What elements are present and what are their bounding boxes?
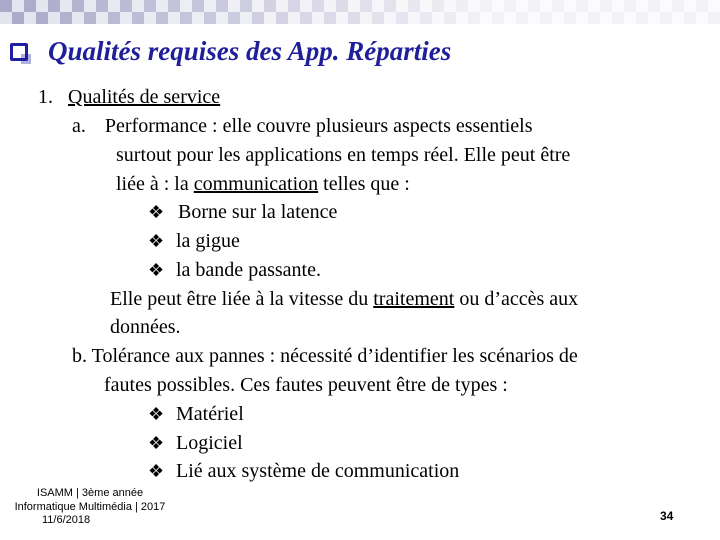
checker-square <box>660 0 672 12</box>
checker-square <box>564 12 576 24</box>
checker-square <box>204 0 216 12</box>
checker-square <box>552 12 564 24</box>
checker-square <box>600 12 612 24</box>
checker-square <box>108 12 120 24</box>
checker-square <box>12 12 24 24</box>
latency-bullet-3 <box>148 257 321 283</box>
checker-square <box>624 0 636 12</box>
checker-square <box>252 0 264 12</box>
checker-square <box>708 12 720 24</box>
checker-square <box>348 0 360 12</box>
bullet-text: la gigue <box>176 230 240 252</box>
slide-header <box>10 36 451 67</box>
checker-square <box>156 0 168 12</box>
checker-square <box>120 12 132 24</box>
checker-square <box>84 0 96 12</box>
item-a-line-1 <box>72 113 533 139</box>
checker-square <box>456 12 468 24</box>
checker-square <box>324 12 336 24</box>
checker-square <box>336 0 348 12</box>
checker-square <box>228 0 240 12</box>
checker-square <box>492 0 504 12</box>
item-a-line-4 <box>110 286 578 312</box>
checker-square <box>24 0 36 12</box>
checker-square <box>672 12 684 24</box>
checker-square <box>708 0 720 12</box>
checker-square <box>612 12 624 24</box>
checker-square <box>432 0 444 12</box>
checker-square <box>120 0 132 12</box>
checker-square <box>312 12 324 24</box>
footer-line-2: Informatique Multimédia | 2017 <box>14 501 166 513</box>
diamond-bullet-icon: ❖ <box>148 404 165 424</box>
checker-square <box>228 12 240 24</box>
checker-square <box>468 0 480 12</box>
checker-square <box>504 0 516 12</box>
section-label: Qualités de service <box>68 86 221 108</box>
checker-square <box>480 12 492 24</box>
checker-square <box>336 12 348 24</box>
checker-square <box>84 12 96 24</box>
checker-square <box>408 0 420 12</box>
checker-square <box>372 12 384 24</box>
checker-square <box>264 12 276 24</box>
latency-bullet-2 <box>148 228 240 254</box>
checkbox-square-icon <box>10 43 28 61</box>
item-a-line-4-pre: Elle peut être liée à la vitesse du <box>110 288 374 310</box>
checker-square <box>348 12 360 24</box>
checker-square <box>216 12 228 24</box>
checker-square <box>408 12 420 24</box>
item-a-line-4-post: ou d’accès aux <box>454 288 579 310</box>
checker-square <box>24 12 36 24</box>
checker-square <box>564 0 576 12</box>
checker-square <box>600 0 612 12</box>
checker-square <box>516 12 528 24</box>
section-number: 1. <box>38 86 53 108</box>
item-a-line-3-post: telles que : <box>318 173 410 195</box>
item-a-text: Performance : elle couvre plusieurs aspects essentiels <box>104 115 533 137</box>
checker-square <box>132 12 144 24</box>
checker-square <box>360 12 372 24</box>
checker-square <box>384 12 396 24</box>
checker-square <box>324 0 336 12</box>
checker-square <box>72 12 84 24</box>
checker-square <box>636 12 648 24</box>
checker-square <box>540 0 552 12</box>
checker-square <box>264 0 276 12</box>
checker-square <box>360 0 372 12</box>
checker-square <box>528 12 540 24</box>
checker-square <box>288 12 300 24</box>
checker-square <box>492 12 504 24</box>
checker-square <box>0 12 12 24</box>
bullet-text: Lié aux système de communication <box>176 460 460 482</box>
fault-bullet-2 <box>148 430 243 456</box>
checker-square <box>48 0 60 12</box>
section-1-heading <box>38 84 220 110</box>
checker-square <box>648 12 660 24</box>
checker-square <box>300 0 312 12</box>
checker-square <box>468 12 480 24</box>
checker-square <box>180 0 192 12</box>
fault-bullet-1 <box>148 401 244 427</box>
diamond-bullet-icon: ❖ <box>148 461 165 481</box>
checker-square <box>12 0 24 12</box>
checker-square <box>276 0 288 12</box>
checker-square <box>96 12 108 24</box>
item-b-line-2: fautes possibles. Ces fautes peuvent être de types : <box>104 374 508 396</box>
checker-square <box>444 0 456 12</box>
checker-square <box>588 0 600 12</box>
diamond-bullet-icon: ❖ <box>148 433 165 453</box>
item-a-line-3 <box>116 171 410 197</box>
checker-square <box>180 12 192 24</box>
checker-square <box>384 0 396 12</box>
checker-square <box>144 0 156 12</box>
checker-square <box>216 0 228 12</box>
item-a-line-3-pre: liée à : la <box>116 173 194 195</box>
item-a-letter: a. <box>72 115 86 137</box>
checker-square <box>696 0 708 12</box>
checker-square <box>372 0 384 12</box>
checker-square <box>168 0 180 12</box>
item-b-line-1: b. Tolérance aux pannes : nécessité d’identifier les scénarios de <box>72 345 578 367</box>
checker-square <box>636 0 648 12</box>
checker-square <box>396 12 408 24</box>
checker-square <box>48 12 60 24</box>
checker-square <box>420 12 432 24</box>
checker-square <box>588 12 600 24</box>
slide-title: Qualités requises des App. Réparties <box>48 36 452 66</box>
checker-square <box>576 12 588 24</box>
diamond-bullet-icon: ❖ <box>148 202 165 222</box>
checker-square <box>612 0 624 12</box>
checker-square <box>672 0 684 12</box>
latency-bullet-1 <box>148 199 337 225</box>
checker-square <box>144 12 156 24</box>
checker-square <box>204 12 216 24</box>
checker-square <box>504 12 516 24</box>
fault-bullet-3 <box>148 458 459 484</box>
footer-line-1: ISAMM | 3ème année <box>36 487 144 499</box>
checker-square <box>684 12 696 24</box>
checker-square <box>624 12 636 24</box>
diamond-bullet-icon: ❖ <box>148 231 165 251</box>
checker-square <box>684 0 696 12</box>
checker-square <box>444 12 456 24</box>
checker-square <box>420 0 432 12</box>
checker-square <box>36 0 48 12</box>
checker-square <box>60 0 72 12</box>
checker-square <box>696 12 708 24</box>
checker-square <box>60 12 72 24</box>
footer-date: 11/6/2018 <box>42 514 91 526</box>
checker-square <box>252 12 264 24</box>
page-number: 34 <box>660 509 674 523</box>
checker-square <box>192 0 204 12</box>
checker-square <box>576 0 588 12</box>
checker-square <box>168 12 180 24</box>
checker-square <box>132 0 144 12</box>
diamond-bullet-icon: ❖ <box>148 260 165 280</box>
item-a-line-5: données. <box>110 316 181 338</box>
checker-square <box>72 0 84 12</box>
checker-square <box>660 12 672 24</box>
checker-square <box>456 0 468 12</box>
header-checker-pattern <box>0 0 720 24</box>
checker-square <box>312 0 324 12</box>
bullet-text: Borne sur la latence <box>178 201 338 223</box>
checker-square <box>156 12 168 24</box>
checker-square <box>96 0 108 12</box>
checker-square <box>300 12 312 24</box>
checker-square <box>528 0 540 12</box>
communication-word: communication <box>193 173 319 195</box>
item-a-line-2: surtout pour les applications en temps réel. Elle peut être <box>116 144 571 166</box>
checker-square <box>288 0 300 12</box>
checker-square <box>648 0 660 12</box>
checker-square <box>276 12 288 24</box>
checker-square <box>192 12 204 24</box>
bullet-text: Matériel <box>176 403 244 425</box>
checker-square <box>540 12 552 24</box>
bullet-text: la bande passante. <box>176 259 321 281</box>
checker-square <box>516 0 528 12</box>
checker-square <box>432 12 444 24</box>
checker-square <box>396 0 408 12</box>
checker-square <box>108 0 120 12</box>
bullet-text: Logiciel <box>176 432 243 454</box>
checker-square <box>552 0 564 12</box>
checker-square <box>240 12 252 24</box>
checker-square <box>240 0 252 12</box>
traitement-word: traitement <box>373 288 455 310</box>
footer-institution <box>0 486 180 514</box>
checker-square <box>36 12 48 24</box>
checker-square <box>0 0 12 12</box>
checker-square <box>480 0 492 12</box>
